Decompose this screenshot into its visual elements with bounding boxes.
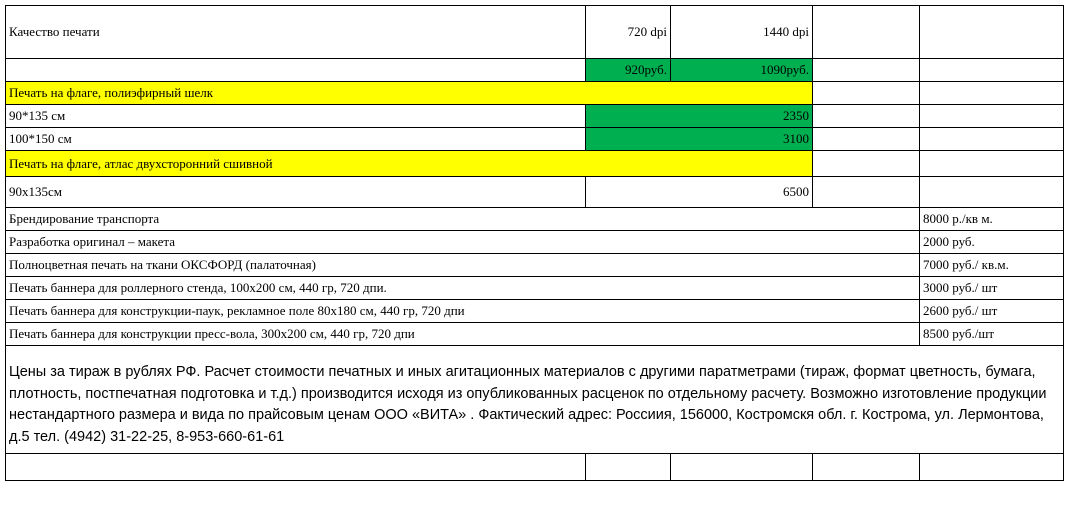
empty-cell xyxy=(920,151,1064,177)
service-row xyxy=(6,208,1064,231)
price-1440-cell: 1090руб. xyxy=(671,59,813,82)
pricing-note: Цены за тираж в рублях РФ. Расчет стоимости печатных и иных агитационных материалов с другими паратметрами (тираж, формат цветность, бумага, плотность, постпечатная подготовка и т.д.) производится исходя из опубликованных расценок по отдельному расчету. Возможно изготовление продукции нестандартного размера и вида по прайсовым ценам ООО «ВИТА» . Фактический адрес: Россиия, 156000, Костромскя обл. г. Кострома, ул. Лермонтова, д.5 тел. (4942) 31-22-25, 8-953-660-61-61 xyxy=(6,346,1064,454)
section-polyester-title: Печать на флаге, полиэфирный шелк xyxy=(6,82,813,105)
service-row xyxy=(6,277,1064,300)
empty-cell xyxy=(920,82,1064,105)
service-row xyxy=(6,300,1064,323)
empty-cell xyxy=(813,82,920,105)
size-cell: 100*150 см xyxy=(6,128,586,151)
table-row xyxy=(6,128,1064,151)
empty-cell xyxy=(813,151,920,177)
quality-label: Качество печати xyxy=(6,6,586,59)
empty-cell xyxy=(920,6,1064,59)
service-price: 7000 руб./ кв.м. xyxy=(920,254,1064,277)
size-cell: 90*135 см xyxy=(6,105,586,128)
service-name: Полноцветная печать на ткани ОКСФОРД (палаточная) xyxy=(6,254,920,277)
service-price: 3000 руб./ шт xyxy=(920,277,1064,300)
table-row xyxy=(6,177,1064,208)
empty-row xyxy=(6,454,1064,481)
price-720-cell: 920руб. xyxy=(586,59,671,82)
empty-cell xyxy=(586,454,671,481)
empty-cell xyxy=(920,454,1064,481)
empty-cell xyxy=(813,454,920,481)
table-row xyxy=(6,105,1064,128)
dpi-1440-header: 1440 dpi xyxy=(671,6,813,59)
service-name: Печать баннера для конструкции пресс-вола, 300х200 см, 440 гр, 720 дпи xyxy=(6,323,920,346)
empty-cell xyxy=(920,59,1064,82)
empty-cell xyxy=(6,454,586,481)
size-cell: 90х135см xyxy=(6,177,586,208)
empty-cell xyxy=(813,6,920,59)
service-name: Разработка оригинал – макета xyxy=(6,231,920,254)
flag-price-cell: 6500 xyxy=(586,177,813,208)
service-row xyxy=(6,323,1064,346)
price-table xyxy=(5,5,1064,481)
empty-cell xyxy=(813,59,920,82)
service-row xyxy=(6,231,1064,254)
flag-price-cell: 2350 xyxy=(586,105,813,128)
empty-cell xyxy=(920,128,1064,151)
base-price-row xyxy=(6,59,1064,82)
empty-cell xyxy=(813,177,920,208)
table-header-row xyxy=(6,6,1064,59)
service-price: 2000 руб. xyxy=(920,231,1064,254)
service-name: Печать баннера для конструкции-паук, рекламное поле 80х180 см, 440 гр, 720 дпи xyxy=(6,300,920,323)
section-satin-row xyxy=(6,151,1064,177)
empty-cell xyxy=(813,105,920,128)
service-price: 8500 руб./шт xyxy=(920,323,1064,346)
service-name: Печать баннера для роллерного стенда, 100х200 см, 440 гр, 720 дпи. xyxy=(6,277,920,300)
empty-cell xyxy=(813,128,920,151)
service-row xyxy=(6,254,1064,277)
service-price: 8000 р./кв м. xyxy=(920,208,1064,231)
section-satin-title: Печать на флаге, атлас двухсторонний сшивной xyxy=(6,151,813,177)
service-price: 2600 руб./ шт xyxy=(920,300,1064,323)
note-row xyxy=(6,346,1064,454)
empty-cell xyxy=(920,105,1064,128)
section-polyester-row xyxy=(6,82,1064,105)
flag-price-cell: 3100 xyxy=(586,128,813,151)
empty-cell xyxy=(920,177,1064,208)
empty-cell xyxy=(6,59,586,82)
empty-cell xyxy=(671,454,813,481)
service-name: Брендирование транспорта xyxy=(6,208,920,231)
dpi-720-header: 720 dpi xyxy=(586,6,671,59)
